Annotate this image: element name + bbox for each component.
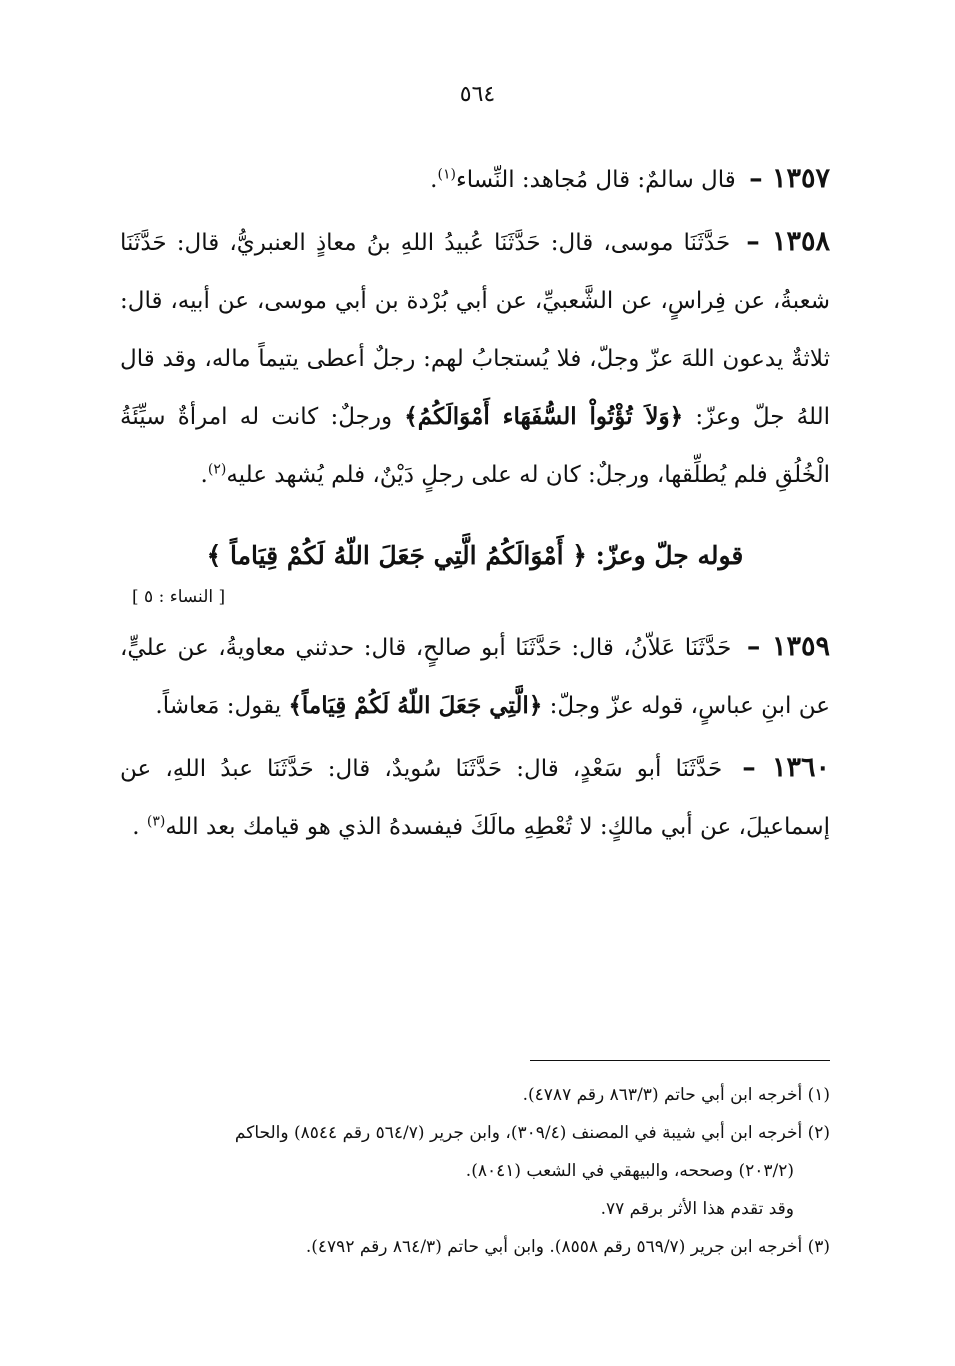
quran-verse: ﴿الَّتِي جَعَلَ اللّهُ لَكُمْ قِيَاماً﴾ xyxy=(288,692,543,719)
hadith-number: ١٣٥٧ – xyxy=(749,163,830,194)
hadith-number: ١٣٦٠ – xyxy=(742,752,831,783)
footnote-divider xyxy=(530,1060,830,1061)
section-heading: قوله جلّ وعزّ: ﴿ أَمْوَالَكُمُ الَّتِي جَعَلَ اللّهُ لَكُمْ قِيَاماً ﴾ xyxy=(206,541,744,570)
footnote-2: (٢) أخرجه ابن أبي شيبة في المصنف (٣٠٩/٤)، وابن جرير (٥٦٤/٧ رقم ٨٥٤٤) والحاكم xyxy=(234,1123,830,1143)
hadith-tail: . xyxy=(155,693,163,719)
hadith-text-continued: ورجلٌ: كانت له امرأةٌ سيِّئَةُ الْخُلُقِ فلم يُطلِّقها، ورجلٌ: كان له على رجلٍ دَيْنٌ، فلم يُشهد عليه xyxy=(120,404,830,488)
hadith-1358 xyxy=(120,213,830,504)
main-text xyxy=(120,150,830,856)
hadith-tail: . xyxy=(200,462,208,488)
verse-reference: [ النساء : ٥ ] xyxy=(132,587,226,607)
footnote-marker: (٢) xyxy=(207,461,227,478)
page-number: ٥٦٤ xyxy=(459,82,496,107)
footnote-marker: (٣) xyxy=(146,813,166,830)
hadith-tail: . xyxy=(430,167,438,193)
hadith-number: ١٣٥٨ – xyxy=(746,226,831,257)
hadith-number: ١٣٥٩ – xyxy=(746,631,831,662)
hadith-1359 xyxy=(120,618,830,735)
footnote-1: (١) أخرجه ابن أبي حاتم (٨٦٣/٣ رقم ٤٧٨٧). xyxy=(522,1085,830,1105)
footnote-3: (٣) أخرجه ابن جرير (٥٦٩/٧ رقم ٨٥٥٨). وابن أبي حاتم (٨٦٤/٣ رقم ٤٧٩٢). xyxy=(305,1237,830,1257)
hadith-text: حَدَّثَنَا عَلاّنُ، قال: حَدَّثَنَا أبو صالحٍ، قال: حدثني معاويةُ، عن عليٍّ، عن ابنِ عباسٍ، قوله عزّ وجلّ: xyxy=(120,635,830,719)
hadith-text: حَدَّثَنَا موسى، قال: حَدَّثَنَا عُبيدُ اللهِ بنُ معاذٍ العنبريُّ، قال: حَدَّثَنَا شعبةُ، عن فِراسٍ، عن الشَّعبيِّ، عن أبي بُرْدة بن أبي موسى، عن أبيه، قال: ثلاثةٌ يدعون اللهَ عزّ وجلّ، فلا يُستجابُ لهم: رجلٌ أعطى يتيماً ماله، وقد قال اللهُ جلّ وعزّ: xyxy=(120,230,831,430)
hadith-text-continued: يقول: مَعاشاً xyxy=(162,693,282,719)
quran-verse: ﴿وَلاَ تُؤْتُواْ السُّفَهَاء أَمْوَالَكُمُ﴾ xyxy=(404,403,684,430)
footnote-2-continued: (٢٠٣/٢) وصححه، والبيهقي في الشعب (٨٠٤١). xyxy=(465,1161,794,1181)
hadith-1357 xyxy=(120,150,830,209)
hadith-tail: . xyxy=(132,814,147,840)
footnote-2-note: وقد تقدم هذا الأثر برقم ٧٧. xyxy=(600,1199,794,1219)
hadith-1360 xyxy=(120,739,830,856)
hadith-text: حَدَّثَنَا أبو سَعْدٍ، قال: حَدَّثَنَا سُويدٌ، قال: حَدَّثَنَا عبدُ اللهِ، عن إسماعيلَ، عن أبي مالكٍ: لا تُعْطِهِ مالَكَ فيفسدهُ الذي هو قيامك بعد الله xyxy=(120,756,830,840)
footnotes xyxy=(120,1076,830,1266)
footnote-marker: (١) xyxy=(437,166,456,183)
hadith-text: قال سالمٌ: قال مُجاهد: النِّساء xyxy=(455,167,736,193)
